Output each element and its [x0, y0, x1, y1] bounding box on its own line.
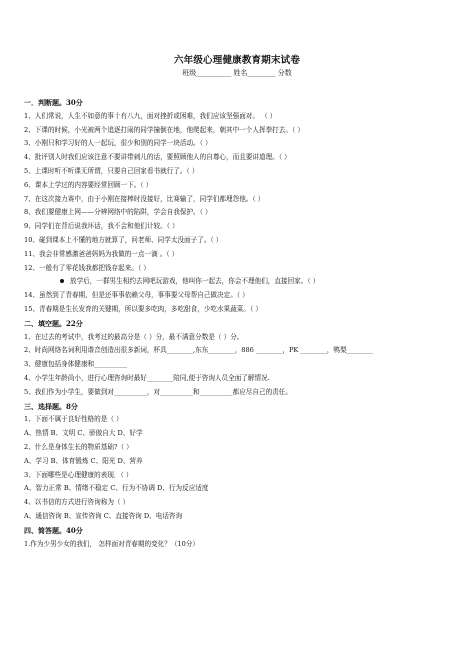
- question-item: 10、碰到课本上不懂的地方就算了，问老师、同学太没面子了。（ ）: [24, 235, 223, 244]
- question-item: 1、人们常说，人生不如意的事十有八九，面对挫折或困难，我们应该坚强面对。 （ ）: [24, 111, 277, 120]
- question-item: 4、小学生年龄尚小，进行心理咨询时最好________陪同,便于咨询人员全面了解情况.: [24, 373, 270, 382]
- choice-options: A、学习 B、体育锻炼 C、阳光 D、营养: [24, 456, 143, 465]
- question-item: 2、什么是身体生长的物质基础?（ ）: [24, 442, 133, 451]
- question-item: 5、我们作为小学生，要做到对__________，对__________和__________都应尽自己的责任。: [24, 387, 292, 396]
- section-heading-short-answer: 四、简答题。40分: [24, 525, 83, 535]
- bullet-icon: [60, 279, 64, 283]
- section-heading-multiple-choice: 三、选择题。8分: [24, 401, 78, 411]
- choice-options: A、通信咨询 B、宣传咨询 C、直接咨询 D、电话咨询: [24, 511, 183, 520]
- question-item: 8、我们要健康上网——分辨网络中的陷阱，学会自我保护。（ ）: [24, 208, 212, 217]
- section-heading-judgement: 一．判断题。30分: [24, 98, 83, 107]
- question-item: 1、在过去的考试中，我考过的最高分是（ ）分，最不满意分数是（ ）分。: [24, 332, 244, 341]
- exam-content: [24, 96, 454, 551]
- bullet-question-item: [24, 275, 454, 289]
- question-item: 11、我会非常感激爸爸妈妈为我做的一点一滴 。（ ）: [24, 249, 179, 258]
- question-item: 1.作为少男少女的我们， 怎样面对青春期的变化？（10分）: [24, 539, 200, 548]
- student-info-line: 班级__________ 姓名________ 分数: [182, 69, 292, 77]
- page-title: 六年级心理健康教育期末试卷: [173, 55, 301, 66]
- question-item: 4、以书信的方式进行咨询称为（ ）: [24, 498, 130, 507]
- question-item: 2、时尚网络名词利用谐音创造出很多新词，杯具________,东东________，886 ________，PK ________，鸭梨________: [24, 346, 373, 355]
- question-item: 14、虽然到了青春期，但是还事事依赖父母，事事要父母帮自己做决定。（ ）: [24, 291, 249, 300]
- question-item: 3、小刚只和学习好的人一起玩，很少和别的同学一块活动。（ ）: [24, 139, 212, 148]
- question-item: 9、同学们在背后说我坏话，我不会和他们计较。（ ）: [24, 222, 179, 231]
- question-item: 15、青春期是生长发育的关键期，所以要多吃肉，多吃甜食，少吃水果蔬菜。（ ）: [24, 304, 262, 313]
- question-item: 4、批评别人时我们应该注意不要讲带刺儿的话，要照顾他人的自尊心，而且要讲道理。（ ）: [24, 153, 291, 162]
- question-item: 6、课本上学过的内容要经常回顾一下。（ ）: [24, 180, 153, 189]
- question-item: 12、一般有了零花钱我都把钱存起来。（ ）: [24, 263, 150, 272]
- question-item: 1、下面不属于良好性格的是（ ）: [24, 415, 123, 424]
- question-item: 7、在这次接力赛中，由于小刚在接棒时没接好，比赛输了，同学们都埋怨他。（ ）: [24, 194, 265, 203]
- bullet-question-text: 放学后，一群男生相约去网吧玩游戏，他叫你一起去，你会不理他们，直接回家。（ ）: [70, 277, 320, 286]
- question-item: 2、下课的时候，小光被两个追逐打闹的同学撞倒在地，他爬起来，朝其中一个人挥拳打去。（ ）: [24, 125, 304, 134]
- question-item: 3、下面哪些是心理健康的表现．（ ）: [24, 470, 133, 479]
- question-item: 5、上课时听不听课无所谓，只要自己回家看书就行了。（ ）: [24, 166, 199, 175]
- section-heading-fill-in: 二、填空题。22分: [24, 318, 83, 328]
- choice-options: A、智力正常 B、情绪不稳定 C、行为不协调 D、行为反应适度: [24, 484, 209, 493]
- question-item: 3、健康包括身体健康和__________: [24, 360, 128, 369]
- choice-options: A、热情 B、文明 C、骄傲自大 D、好学: [24, 429, 143, 438]
